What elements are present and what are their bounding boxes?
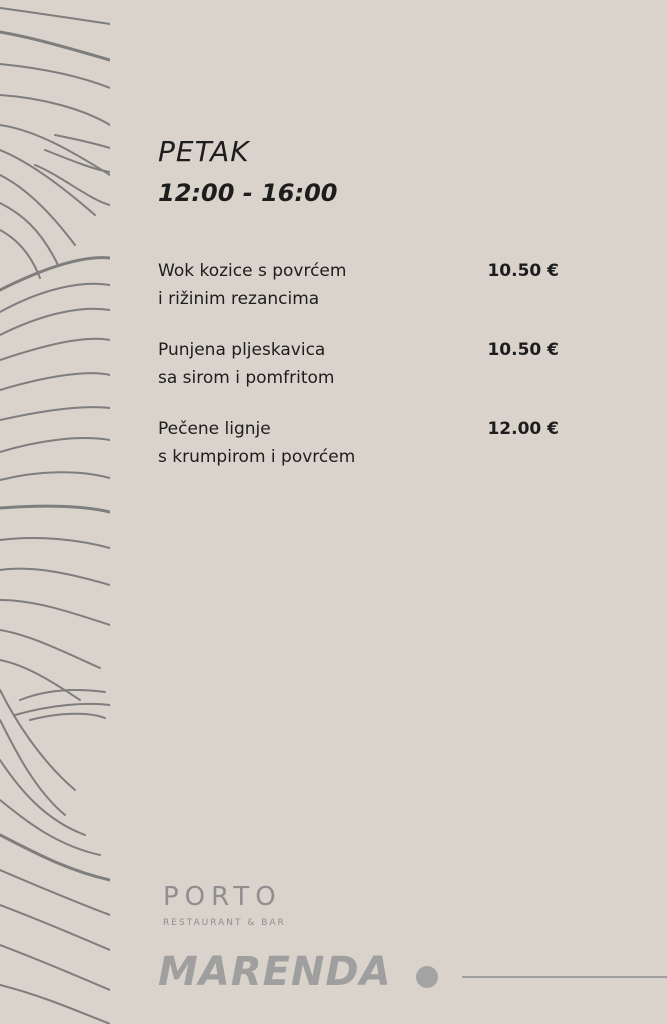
decorative-contour-lines — [0, 0, 110, 1024]
day-title: PETAK — [158, 135, 250, 168]
menu-item — [158, 415, 568, 471]
menu-item-name: Wok kozice s povrćem i rižinim rezancima — [158, 261, 347, 309]
section-title: MARENDA — [158, 949, 392, 995]
menu-item-price: 12.00 € — [487, 419, 559, 439]
menu-item-name: Punjena pljeskavica sa sirom i pomfritom — [158, 340, 335, 388]
decorative-divider — [462, 976, 667, 978]
menu-item — [158, 336, 568, 392]
menu-item-price: 10.50 € — [487, 261, 559, 281]
menu-item-price: 10.50 € — [487, 340, 559, 360]
logo-brand-name: PORTO — [163, 882, 282, 912]
decorative-dot-icon — [416, 966, 438, 988]
restaurant-logo — [163, 884, 303, 928]
serving-hours: 12:00 - 16:00 — [158, 179, 338, 207]
menu-item-name: Pečene lignje s krumpirom i povrćem — [158, 419, 356, 467]
menu-list — [158, 257, 568, 494]
menu-item — [158, 257, 568, 313]
contour-pattern-icon — [0, 0, 110, 1024]
logo-tagline: RESTAURANT & BAR — [163, 918, 286, 928]
